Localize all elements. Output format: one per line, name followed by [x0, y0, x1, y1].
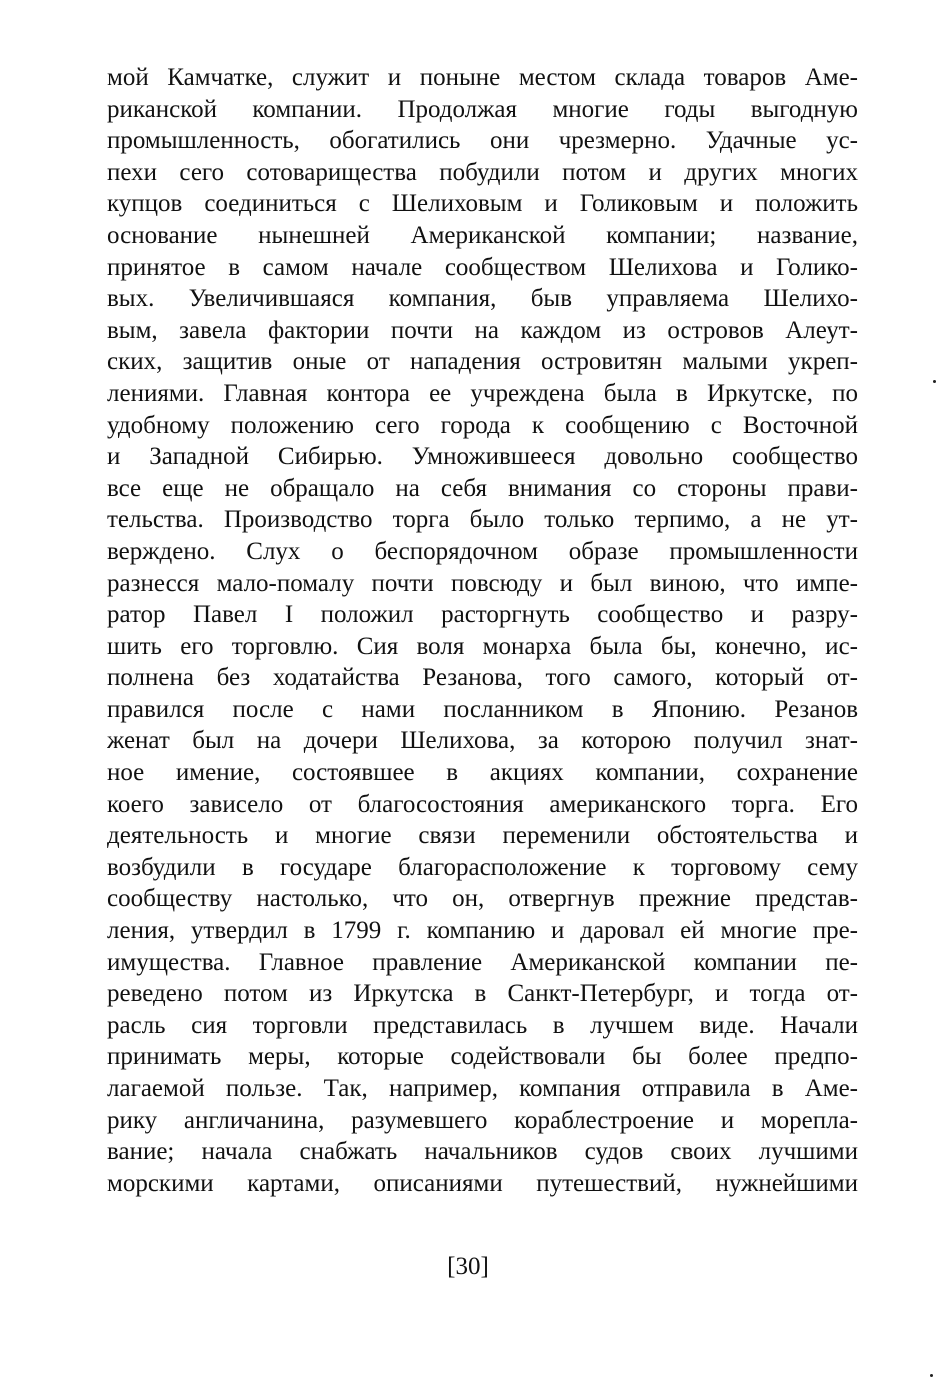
text-line: принимать меры, которые содействовали бы более предпо-: [107, 1043, 858, 1071]
text-line: пехи сего сотоварищества побудили потом и других многих: [107, 158, 858, 186]
text-line: лагаемой пользе. Так, например, компания отправила в Аме-: [107, 1075, 858, 1102]
text-line: женат был на дочери Шелихова, за которою получил знат-: [107, 727, 858, 755]
text-line: реведено потом из Иркутска в Санкт-Петербург, и тогда от-: [107, 980, 858, 1008]
text-line: рику англичанина, разумевшего кораблестроение и морепла-: [107, 1106, 858, 1134]
text-line: сообществу настолько, что он, отвергнув прежние представ-: [107, 885, 858, 913]
text-line: ских, защитив оные от нападения островитян малыми укреп-: [107, 348, 858, 376]
text-line: шить его торговлю. Сия воля монарха была бы, конечно, ис-: [107, 632, 858, 660]
text-line: морскими картами, описаниями путешествий, нужнейшими: [107, 1169, 858, 1197]
text-line: тельства. Производство торга было только терпимо, а не ут-: [107, 506, 858, 534]
page-number: [30]: [447, 1253, 489, 1280]
text-line: риканской компании. Продолжая многие годы выгодную: [107, 95, 858, 123]
text-line: коего зависело от благосостояния американского торга. Его: [107, 790, 858, 818]
text-line: промышленность, обогатились они чрезмерно. Удачные ус-: [107, 127, 858, 155]
text-line: верждено. Слух о беспорядочном образе промышленности: [107, 537, 858, 565]
text-line: ления, утвердил в 1799 г. компанию и даровал ей многие пре-: [107, 917, 858, 945]
text-line: правился после с нами посланником в Японию. Резанов: [107, 695, 858, 723]
text-line: и Западной Сибирью. Умножившееся довольно сообщество: [107, 443, 858, 471]
text-line: вых. Увеличившаяся компания, быв управляема Шелихо-: [107, 285, 858, 313]
text-line: все еще не обращало на себя внимания со стороны прави-: [107, 474, 858, 502]
text-line: имущества. Главное правление Американской компании пе-: [107, 948, 858, 976]
text-line: основание нынешней Американской компании; название,: [107, 221, 858, 249]
text-line: разнесся мало-помалу почти повсюду и был виною, что импе-: [107, 569, 858, 597]
text-line: расль сия торговли представилась в лучшем виде. Начали: [107, 1011, 858, 1039]
text-line: вание; начала снабжать начальников судов своих лучшими: [107, 1138, 858, 1166]
text-line: мой Камчатке, служит и поныне местом склада товаров Аме-: [107, 64, 858, 91]
text-line: деятельность и многие связи переменили обстоятельства и: [107, 822, 858, 850]
text-line: лениями. Главная контора ее учреждена была в Иркутске, по: [107, 379, 858, 407]
text-line: принятое в самом начале сообществом Шелихова и Голико-: [107, 253, 858, 281]
text-line: вым, завела фактории почти на каждом из островов Алеут-: [107, 316, 858, 344]
text-line: полнена без ходатайства Резанова, того самого, который от-: [107, 664, 858, 692]
scan-speck: [930, 1374, 933, 1377]
text-line: ратор Павел I положил расторгнуть сообщество и разру-: [107, 601, 858, 629]
text-line: возбудили в государе благорасположение к торговому сему: [107, 853, 858, 881]
text-line: купцов соединиться с Шелиховым и Голиковым и положить: [107, 190, 858, 218]
text-line: ное имение, состоявшее в акциях компании, сохранение: [107, 759, 858, 787]
text-line: удобному положению сего города к сообщению с Восточной: [107, 411, 858, 439]
body-text: [107, 62, 858, 1199]
